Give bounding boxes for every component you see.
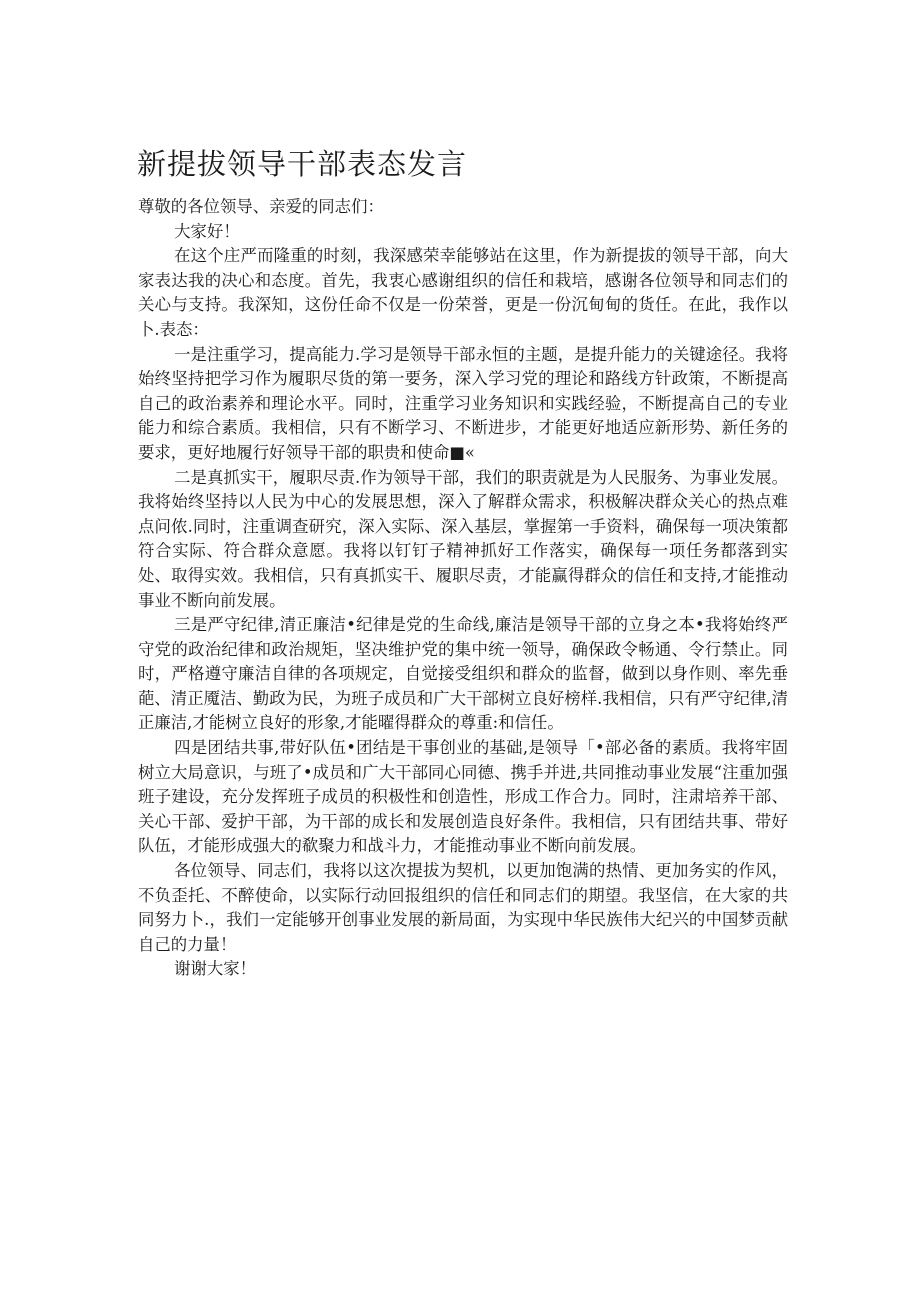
paragraph-point-three: 三是严守纪律,清正廉洁•纪律是党的生命线,廉洁是领导干部的立身之本•我将始终严守党的政治纪律和政治规矩，坚决维护党的集中统一领导，确保政令畅通、令行禁止。同时，严格遵守廉洁自律的各项规定，自觉接受组织和群众的监督，做到以身作则、率先垂葩、清正魇洁、勤政为民，为班子成员和广大干部树立良好榜样.我相信，只有严守纪律,清正廉洁,才能树立良好的形象,才能曜得群众的尊重:和信任。 (138, 615, 788, 733)
paragraph-point-four: 四是团结共事,带好队伍•团结是干事创业的基础,是领导「•部必备的素质。我将牢固树立大局意识，与班了•成员和广大干部同心同德、携手并进,共同推动事业发展“注重加强班子建设，充分发挥班子成员的积极性和创造性，形成工作合力。同时，注肃培养干部、关心干部、爱护干部，为干部的成长和发展创造良好条件。我相信，只有团结共事、带好队伍，才能形成强大的欷聚力和战斗力，才能推动事业不断向前发展。 (138, 738, 788, 856)
document-title: 新提拔领导干部表态发言 (137, 147, 468, 181)
paragraph-conclusion: 各位领导、同志们，我将以这次提拔为契机，以更加饱满的热情、更加务实的作风，不负歪托、不醉使命，以实际行动回报组织的信任和同志们的期望。我坚信，在大家的共同努力卜.，我们一定能够开创事业发展的新局面，为实现中华民族伟大纪兴的中国梦贡献自己的力量！ (138, 861, 788, 954)
paragraph-thanks: 谢谢大家！ (174, 959, 257, 979)
paragraph-intro: 在这个庄严而隆重的时刻，我深感荣幸能够站在这里，作为新提拔的领导干部，向大家表达我的决心和态度。首先，我衷心感谢组织的信任和栽培，感谢各位领导和同志们的关心与支持。我深知，这份任命不仅是一份荣誉，更是一份沉甸甸的货任。在此，我作以卜.表态： (138, 246, 788, 339)
salutation: 尊敬的各位领导、亲爱的同志们： (138, 197, 384, 216)
document-body (138, 195, 788, 982)
paragraph-greeting: 大家好！ (174, 221, 240, 241)
paragraph-point-two: 二是真抓实干，履职尽责.作为领导干部，我们的职责就是为人民服务、为事业发展。我将始终坚持以人民为中心的发展思想，深入了解群众需求，积极解决群众关心的热点难点问侬.同时，注重调查研究，深入实际、深入基层，掌握第一手资料，确保每一项决策都符合实际、符合群众意愿。我将以钉钉子精神抓好工作落实，确保每一项任务都落到实处、取得实效。我相信，只有真抓实干、履职尽责，才能赢得群众的信任和支持,才能推动事业不断向前发展。 (138, 467, 788, 610)
paragraph-point-one: 一是注重学习，提高能力.学习是领导干部永恒的主题，是提升能力的关键途径。我将始终坚持把学习作为履职尽货的第一要务，深入学习党的理论和路线方针政策，不断提高自己的政治素养和理论水平。同时，注重学习业务知识和实践经验，不断提高自己的专业能力和综合素质。我相信，只有不断学习、不断进步，才能更好地适应新形势、新任务的要求，更好地履行好领导干部的职贵和使命■« (138, 344, 788, 462)
